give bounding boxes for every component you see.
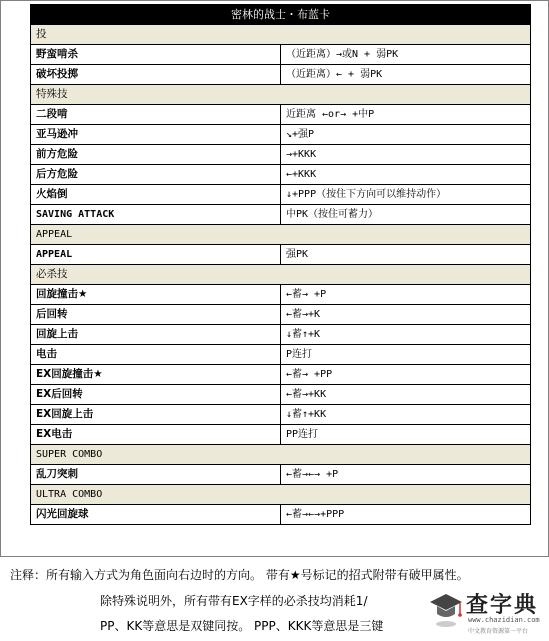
watermark-subtitle: 中文教育资源第一平台 bbox=[468, 628, 529, 635]
move-row bbox=[31, 145, 531, 165]
move-name: 破坏投掷 bbox=[31, 65, 281, 85]
move-command: PP连打 bbox=[281, 425, 531, 445]
table-title-row bbox=[31, 5, 531, 25]
move-command: ↓蓄↑+K bbox=[281, 325, 531, 345]
move-row bbox=[31, 285, 531, 305]
move-command: ↓蓄↑+KK bbox=[281, 405, 531, 425]
move-command: 强PK bbox=[281, 245, 531, 265]
table-title: 密林的战士・布蓝卡 bbox=[31, 5, 531, 25]
move-command: ←蓄→+KK bbox=[281, 385, 531, 405]
move-row bbox=[31, 305, 531, 325]
move-name: 前方危险 bbox=[31, 145, 281, 165]
move-row bbox=[31, 365, 531, 385]
move-command: ↘+强P bbox=[281, 125, 531, 145]
section-header-row bbox=[31, 25, 531, 45]
move-command: P连打 bbox=[281, 345, 531, 365]
move-name: 乱刀突刺 bbox=[31, 465, 281, 485]
watermark-title: 查字典 bbox=[466, 593, 539, 618]
move-row bbox=[31, 125, 531, 145]
section-header-row bbox=[31, 85, 531, 105]
move-row bbox=[31, 345, 531, 365]
move-command: ←蓄→←→ +P bbox=[281, 465, 531, 485]
section-header-row bbox=[31, 445, 531, 465]
move-name: 回旋撞击★ bbox=[31, 285, 281, 305]
watermark-url: www.chazidian.com bbox=[468, 616, 540, 624]
section-header: ULTRA COMBO bbox=[31, 485, 531, 505]
move-row bbox=[31, 325, 531, 345]
move-row bbox=[31, 425, 531, 445]
move-command: ↓+PPP（按住下方向可以维持动作） bbox=[281, 185, 531, 205]
site-watermark bbox=[418, 586, 549, 641]
move-command: →+KKK bbox=[281, 145, 531, 165]
move-row bbox=[31, 185, 531, 205]
move-name: APPEAL bbox=[31, 245, 281, 265]
move-name: EX回旋撞击★ bbox=[31, 365, 281, 385]
move-command: （近距离）→或N + 弱PK bbox=[281, 45, 531, 65]
section-header: SUPER COMBO bbox=[31, 445, 531, 465]
move-name: EX电击 bbox=[31, 425, 281, 445]
move-command: ←蓄→ +PP bbox=[281, 365, 531, 385]
move-row bbox=[31, 105, 531, 125]
note-line-3: PP、KK等意思是双键同按。 PPP、KKK等意思是三键 bbox=[100, 619, 384, 633]
section-header: 必杀技 bbox=[31, 265, 531, 285]
move-name: 野蛮啃杀 bbox=[31, 45, 281, 65]
section-header: 投 bbox=[31, 25, 531, 45]
move-row bbox=[31, 385, 531, 405]
move-name: 回旋上击 bbox=[31, 325, 281, 345]
move-name: SAVING ATTACK bbox=[31, 205, 281, 225]
move-command: ←蓄→ +P bbox=[281, 285, 531, 305]
section-header-row bbox=[31, 225, 531, 245]
move-row bbox=[31, 165, 531, 185]
move-row bbox=[31, 205, 531, 225]
move-name: 二段啃 bbox=[31, 105, 281, 125]
move-name: 闪光回旋球 bbox=[31, 505, 281, 525]
move-name: EX后回转 bbox=[31, 385, 281, 405]
section-header: APPEAL bbox=[31, 225, 531, 245]
move-command: 近距离 ←or→ +中P bbox=[281, 105, 531, 125]
move-name: 后方危险 bbox=[31, 165, 281, 185]
move-command: （近距离）← + 弱PK bbox=[281, 65, 531, 85]
move-name: 后回转 bbox=[31, 305, 281, 325]
move-command: ←蓄→+K bbox=[281, 305, 531, 325]
move-command: 中PK（按住可蓄力） bbox=[281, 205, 531, 225]
move-command: ←+KKK bbox=[281, 165, 531, 185]
move-row bbox=[31, 505, 531, 525]
move-row bbox=[31, 405, 531, 425]
move-list-table bbox=[30, 4, 531, 525]
move-name: 电击 bbox=[31, 345, 281, 365]
graduation-cap-logo-icon bbox=[428, 590, 464, 630]
move-name: EX回旋上击 bbox=[31, 405, 281, 425]
section-header-row bbox=[31, 265, 531, 285]
move-row bbox=[31, 465, 531, 485]
section-header-row bbox=[31, 485, 531, 505]
move-row bbox=[31, 65, 531, 85]
move-row bbox=[31, 245, 531, 265]
note-line-2: 除特殊说明外，所有带有EX字样的必杀技均消耗1/ bbox=[100, 594, 368, 608]
move-row bbox=[31, 45, 531, 65]
move-name: 亚马逊冲 bbox=[31, 125, 281, 145]
move-command: ←蓄→←→+PPP bbox=[281, 505, 531, 525]
section-header: 特殊技 bbox=[31, 85, 531, 105]
move-name: 火焰倒 bbox=[31, 185, 281, 205]
note-line-1: 注释：所有输入方式为角色面向右边时的方向。 带有★号标记的招式附带有破甲属性。 bbox=[10, 568, 469, 582]
